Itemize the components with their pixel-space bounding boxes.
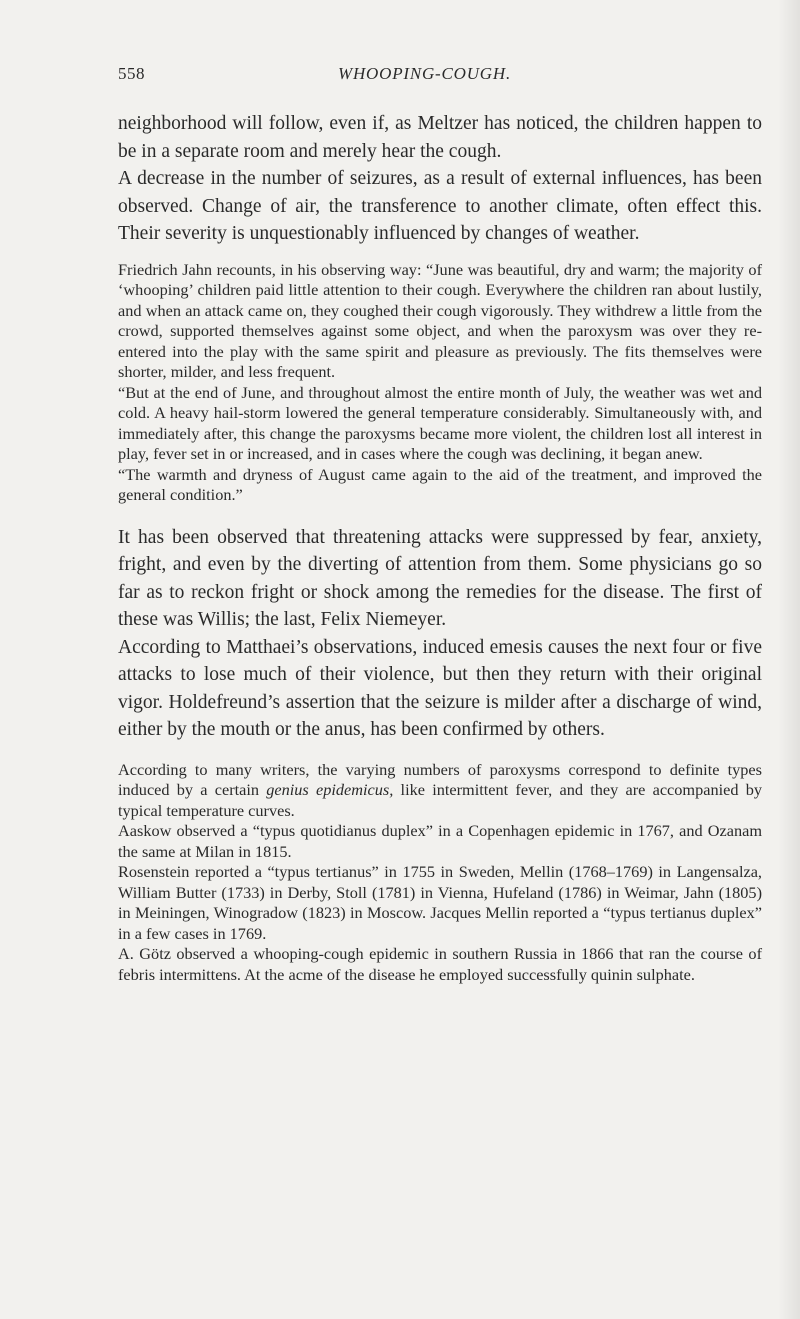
note-paragraph-4: A. Götz observed a whooping-cough epidemic in southern Russia in 1866 that ran the course of febris intermittens. At the acme of the disease he employed successfully quinin sulphate. [118,944,762,984]
note-paragraph-3: Rosenstein reported a “typus tertianus” in 1755 in Sweden, Mellin (1768–1769) in Langensalza, William Butter (1733) in Derby, Stoll (1781) in Vienna, Hufeland (1786) in Weimar, Jahn (1805) in Meiningen, Winogradow (1823) in Moscow. Jacques Mellin reported a “typus tertianus duplex” in a few cases in 1769. [118,862,762,943]
paragraph-2: A decrease in the number of seizures, as a result of external influences, has been observed. Change of air, the transference to another climate, often effect this. Their severity is unquestionably influenced by changes of weather. [118,168,762,244]
page-body [118,110,762,985]
note-paragraph-1 [118,760,762,822]
paragraph-3: It has been observed that threatening attacks were suppressed by fear, anxiety, fright, and even by the diverting of attention from them. Some physicians go so far as to reckon fright or shock among the remedies for the disease. The first of these was Willis; the last, Felix Niemeyer. [118,526,762,630]
paragraph-4: According to Matthaei’s observations, induced emesis causes the next four or five attacks to lose much of their violence, but then they return with their original vigor. Holdefreund’s assertion that the seizure is milder after a discharge of wind, either by the mouth or the anus, has been confirmed by others. [118,636,762,740]
page-number: 558 [118,64,145,83]
note-text-a: According to many writers, the varying numbers of paroxysms correspond to definite types induced by a certain [118,759,762,799]
note-italic-term: genius epidemicus, [266,780,394,799]
quote-paragraph-1: Friedrich Jahn recounts, in his observing way: “June was beautiful, dry and warm; the majority of ‘whooping’ children paid little attention to their cough. Everywhere the children ran about lustily, and when an attack came on, they coughed their cough vigorously. They withdrew a little from the crowd, supported themselves against some object, and when the paroxysm was over they re-entered into the play with the same spirit and pleasure as previously. The fits themselves were shorter, milder, and less frequent. [118,259,762,381]
page-header [118,64,768,92]
running-head: WHOOPING-COUGH. [338,64,512,83]
note-paragraph-2: Aaskow observed a “typus quotidianus duplex” in a Copenhagen epidemic in 1767, and Ozanam the same at Milan in 1815. [118,821,762,861]
quote-paragraph-2: “But at the end of June, and throughout almost the entire month of July, the weather was wet and cold. A heavy hail-storm lowered the general temperature considerably. Simultaneously with, and immediately after, this change the paroxysms became more violent, the children lost all interest in play, fever set in or increased, and in cases where the cough was declining, it began anew. [118,382,762,463]
note-text-b: like intermittent fever, and they are accompanied by typical temperature curves. [118,780,762,820]
quote-paragraph-3: “The warmth and dryness of August came again to the aid of the treatment, and improved the general condition.” [118,464,762,504]
page-edge-shadow [778,0,800,1319]
paragraph-1: neighborhood will follow, even if, as Meltzer has noticed, the children happen to be in a separate room and merely hear the cough. [118,113,762,162]
